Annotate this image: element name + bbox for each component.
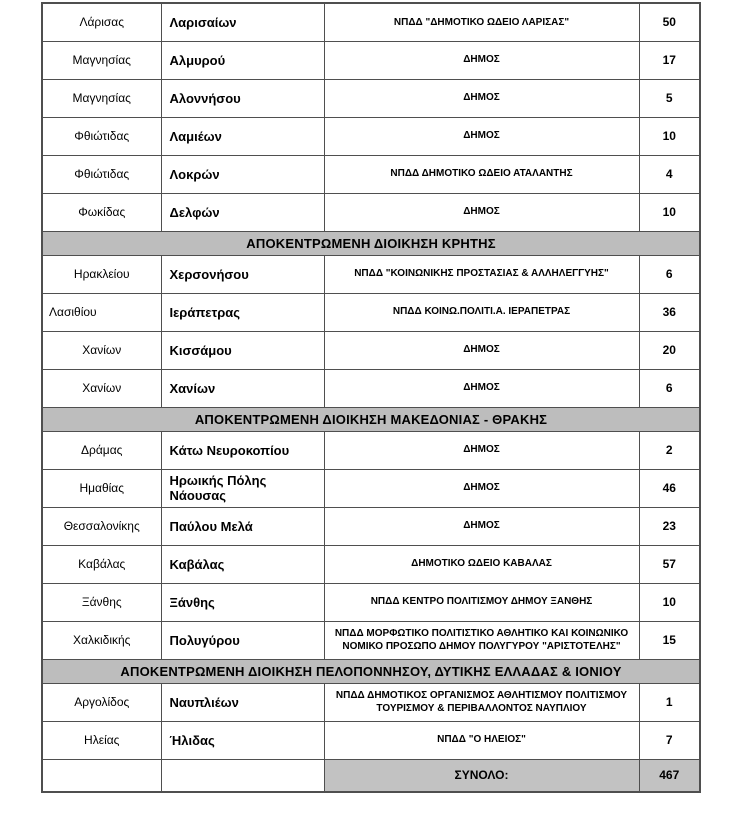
cell-municipality: Ηρωικής Πόλης Νάουσας — [161, 469, 324, 507]
cell-municipality: Αλοννήσου — [161, 79, 324, 117]
table-row — [42, 293, 700, 331]
table-row — [42, 683, 700, 721]
cell-count: 1 — [639, 683, 700, 721]
total-row — [42, 759, 700, 792]
table-row — [42, 545, 700, 583]
table-row — [42, 255, 700, 293]
cell-count: 46 — [639, 469, 700, 507]
table-row — [42, 469, 700, 507]
cell-organization: ΝΠΔΔ ΔΗΜΟΤΙΚΟ ΩΔΕΙΟ ΑΤΑΛΑΝΤΗΣ — [324, 155, 639, 193]
cell-prefecture: Καβάλας — [42, 545, 161, 583]
cell-municipality: Αλμυρού — [161, 41, 324, 79]
cell-organization: ΔΗΜΟΣ — [324, 193, 639, 231]
cell-count: 6 — [639, 255, 700, 293]
table-row — [42, 3, 700, 41]
allocation-table — [41, 2, 701, 793]
cell-prefecture: Φθιώτιδας — [42, 117, 161, 155]
cell-prefecture: Χανίων — [42, 369, 161, 407]
cell-organization: ΝΠΔΔ ΚΟΙΝΩ.ΠΟΛΙΤΙ.Α. ΙΕΡΑΠΕΤΡΑΣ — [324, 293, 639, 331]
cell-municipality: Ιεράπετρας — [161, 293, 324, 331]
cell-organization: ΔΗΜΟΣ — [324, 507, 639, 545]
section-header-row — [42, 659, 700, 683]
table-row — [42, 155, 700, 193]
table-row — [42, 193, 700, 231]
cell-municipality: Ξάνθης — [161, 583, 324, 621]
cell-municipality: Λοκρών — [161, 155, 324, 193]
cell-organization: ΝΠΔΔ ΜΟΡΦΩΤΙΚΟ ΠΟΛΙΤΙΣΤΙΚΟ ΑΘΛΗΤΙΚΟ ΚΑΙ ΚΟΙΝΩΝΙΚΟ ΝΟΜΙΚΟ ΠΡΟΣΩΠΟ ΔΗΜΟΥ ΠΟΛΥΓΥΡΟΥ "ΑΡΙΣΤΟΤΕΛΗΣ" — [324, 621, 639, 659]
cell-municipality: Παύλου Μελά — [161, 507, 324, 545]
section-header-label: ΑΠΟΚΕΝΤΡΩΜΕΝΗ ΔΙΟΙΚΗΣΗ ΜΑΚΕΔΟΝΙΑΣ - ΘΡΑΚΗΣ — [42, 407, 700, 431]
table-row — [42, 431, 700, 469]
cell-prefecture: Φθιώτιδας — [42, 155, 161, 193]
cell-municipality: Λαρισαίων — [161, 3, 324, 41]
section-header-row — [42, 407, 700, 431]
cell-organization: ΝΠΔΔ "Ο ΗΛΕΙΟΣ" — [324, 721, 639, 759]
table-row — [42, 621, 700, 659]
total-spacer-prefecture — [42, 759, 161, 792]
cell-count: 15 — [639, 621, 700, 659]
cell-municipality: Λαμιέων — [161, 117, 324, 155]
cell-prefecture: Χανίων — [42, 331, 161, 369]
cell-organization: ΔΗΜΟΣ — [324, 369, 639, 407]
cell-prefecture: Λασιθίου — [42, 293, 161, 331]
cell-organization: ΝΠΔΔ "ΔΗΜΟΤΙΚΟ ΩΔΕΙΟ ΛΑΡΙΣΑΣ" — [324, 3, 639, 41]
cell-municipality: Πολυγύρου — [161, 621, 324, 659]
table-row — [42, 41, 700, 79]
cell-count: 10 — [639, 583, 700, 621]
cell-municipality: Ναυπλιέων — [161, 683, 324, 721]
total-count: 467 — [639, 759, 700, 792]
cell-prefecture: Μαγνησίας — [42, 41, 161, 79]
cell-count: 57 — [639, 545, 700, 583]
cell-count: 10 — [639, 117, 700, 155]
table-row — [42, 721, 700, 759]
cell-municipality: Χερσονήσου — [161, 255, 324, 293]
table-row — [42, 79, 700, 117]
cell-prefecture: Δράμας — [42, 431, 161, 469]
table-row — [42, 369, 700, 407]
cell-organization: ΔΗΜΟΣ — [324, 79, 639, 117]
cell-municipality: Κισσάμου — [161, 331, 324, 369]
table-body — [42, 3, 700, 792]
cell-municipality: Χανίων — [161, 369, 324, 407]
table-row — [42, 507, 700, 545]
cell-organization: ΔΗΜΟΣ — [324, 41, 639, 79]
cell-count: 23 — [639, 507, 700, 545]
total-spacer-municipality — [161, 759, 324, 792]
cell-count: 6 — [639, 369, 700, 407]
section-header-label: ΑΠΟΚΕΝΤΡΩΜΕΝΗ ΔΙΟΙΚΗΣΗ ΚΡΗΤΗΣ — [42, 231, 700, 255]
cell-municipality: Δελφών — [161, 193, 324, 231]
table-row — [42, 331, 700, 369]
cell-municipality: Ήλιδας — [161, 721, 324, 759]
cell-prefecture: Ηλείας — [42, 721, 161, 759]
cell-count: 4 — [639, 155, 700, 193]
cell-organization: ΔΗΜΟΣ — [324, 117, 639, 155]
cell-count: 7 — [639, 721, 700, 759]
cell-count: 50 — [639, 3, 700, 41]
cell-count: 2 — [639, 431, 700, 469]
cell-count: 5 — [639, 79, 700, 117]
cell-prefecture: Ξάνθης — [42, 583, 161, 621]
cell-municipality: Κάτω Νευροκοπίου — [161, 431, 324, 469]
cell-count: 20 — [639, 331, 700, 369]
section-header-label: ΑΠΟΚΕΝΤΡΩΜΕΝΗ ΔΙΟΙΚΗΣΗ ΠΕΛΟΠΟΝΝΗΣΟΥ, ΔΥΤΙΚΗΣ ΕΛΛΑΔΑΣ & ΙΟΝΙΟΥ — [42, 659, 700, 683]
cell-organization: ΔΗΜΟΤΙΚΟ ΩΔΕΙΟ ΚΑΒΑΛΑΣ — [324, 545, 639, 583]
cell-organization: ΝΠΔΔ "ΚΟΙΝΩΝΙΚΗΣ ΠΡΟΣΤΑΣΙΑΣ & ΑΛΛΗΛΕΓΓΥΗΣ" — [324, 255, 639, 293]
cell-organization: ΔΗΜΟΣ — [324, 331, 639, 369]
cell-organization: ΝΠΔΔ ΔΗΜΟΤΙΚΟΣ ΟΡΓΑΝΙΣΜΟΣ ΑΘΛΗΤΙΣΜΟΥ ΠΟΛΙΤΙΣΜΟΥ ΤΟΥΡΙΣΜΟΥ & ΠΕΡΙΒΑΛΛΟΝΤΟΣ ΝΑΥΠΛΙΟΥ — [324, 683, 639, 721]
cell-prefecture: Αργολίδος — [42, 683, 161, 721]
section-header-row — [42, 231, 700, 255]
cell-count: 36 — [639, 293, 700, 331]
cell-prefecture: Μαγνησίας — [42, 79, 161, 117]
cell-prefecture: Χαλκιδικής — [42, 621, 161, 659]
cell-count: 10 — [639, 193, 700, 231]
cell-organization: ΔΗΜΟΣ — [324, 469, 639, 507]
cell-prefecture: Ηρακλείου — [42, 255, 161, 293]
table-row — [42, 117, 700, 155]
cell-prefecture: Ημαθίας — [42, 469, 161, 507]
cell-prefecture: Φωκίδας — [42, 193, 161, 231]
cell-organization: ΔΗΜΟΣ — [324, 431, 639, 469]
cell-municipality: Καβάλας — [161, 545, 324, 583]
total-label: ΣΥΝΟΛΟ: — [324, 759, 639, 792]
table-row — [42, 583, 700, 621]
cell-count: 17 — [639, 41, 700, 79]
cell-prefecture: Λάρισας — [42, 3, 161, 41]
cell-organization: ΝΠΔΔ ΚΕΝΤΡΟ ΠΟΛΙΤΙΣΜΟΥ ΔΗΜΟΥ ΞΑΝΘΗΣ — [324, 583, 639, 621]
cell-prefecture: Θεσσαλονίκης — [42, 507, 161, 545]
